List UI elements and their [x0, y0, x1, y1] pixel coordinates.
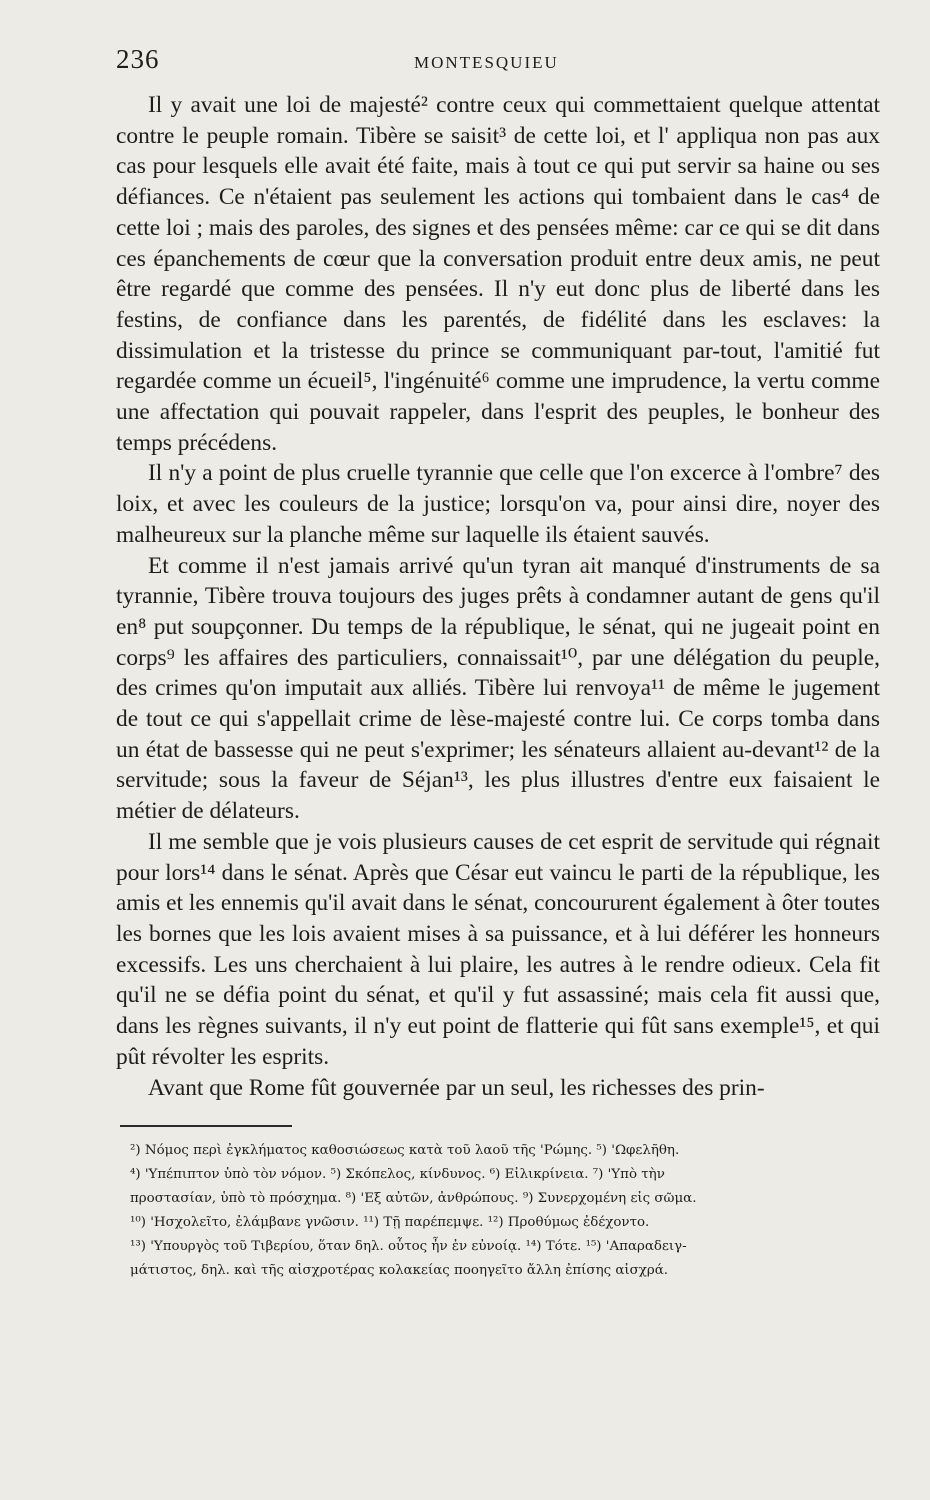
page-header: [116, 44, 880, 88]
paragraph: Avant que Rome fût gouvernée par un seul, les richesses des prin-: [148, 1074, 765, 1101]
footnote-line: ¹³) 'Υπουργὸς τοῦ Τιβερίου, ὅταν δηλ. οὗτος ἦν ἐν εὐνοίᾳ. ¹⁴) Τότε. ¹⁵) 'Απαραδειγ-: [130, 1239, 687, 1255]
paragraph: Il y avait une loi de majesté² contre ceux qui commettaient quelque attentat contre le peuple romain. Tibère se saisit³ de cette loi, et l' appliqua non pas aux cas pour lesquels elle avait été faite, mais à tout ce qui put servir sa haine ou ses défiances. Ce n'étaient pas seulement les actions qui tombaient dans le cas⁴ de cette loi ; mais des paroles, des signes et des pensées même: car ce qui se dit dans ces épanchements de cœur que la conversation produit entre deux amis, ne peut être regardé que comme des pensées. Il n'y eut donc plus de liberté dans les festins, de confiance dans les parentés, de fidélité dans les esclaves: la dissimulation et la tristesse du prince se communiquant par-tout, l'amitié fut regardée comme un écueil⁵, l'ingénuité⁶ comme une imprudence, la vertu comme une affectation qui pouvait rappeler, dans l'esprit des peuples, le bonheur des temps précédens.: [116, 92, 880, 456]
paragraph: Il n'y a point de plus cruelle tyrannie que celle que l'on excerce à l'ombre⁷ des loix, et avec les couleurs de la justice; lorsqu'on va, pour ainsi dire, noyer des malheureux sur la planche même sur laquelle ils étaient sauvés.: [116, 460, 880, 548]
footnotes: [116, 1139, 880, 1283]
footnote-line: προστασίαν, ὑπὸ τὸ πρόσχημα. ⁸) 'Εξ αὐτῶν, ἀνθρώπους. ⁹) Συνερχομένη εἰς σῶμα.: [130, 1191, 697, 1207]
body-text: [116, 90, 880, 1103]
running-head: MONTESQUIEU: [414, 53, 559, 72]
footnote-line: ⁴) 'Υπέπιπτον ὑπὸ τὸν νόμον. ⁵) Σκόπελος, κίνδυνος. ⁶) Εἰλικρίνεια. ⁷) 'Υπὸ τὴν: [130, 1167, 665, 1183]
footnote-line: ¹⁰) 'Ησχολεῖτο, ἐλάμβανε γνῶσιν. ¹¹) Τῇ παρέπεμψε. ¹²) Προθύμως ἐδέχοντο.: [130, 1215, 650, 1231]
paragraph: Et comme il n'est jamais arrivé qu'un tyran ait manqué d'instruments de sa tyrannie, Tibère trouva toujours des juges prêts à condamner autant de gens qu'il en⁸ put soupçonner. Du temps de la république, le sénat, qui ne jugeait point en corps⁹ les affaires des particuliers, connaissait¹⁰, par une délégation du peuple, des crimes qu'on imputait aux alliés. Tibère lui renvoya¹¹ de même le jugement de tout ce qui s'appellait crime de lèse-majesté contre lui. Ce corps tomba dans un état de bassesse qui ne peut s'exprimer; les sénateurs allaient au-devant¹² de la servitude; sous la faveur de Séjan¹³, les plus illustres d'entre eux faisaient le métier de délateurs.: [116, 552, 880, 825]
footnote-divider: [120, 1125, 292, 1127]
page-number: 236: [116, 44, 160, 74]
footnote-line: μάτιστος, δηλ. καὶ τῆς αἰσχροτέρας κολακείας ποοηγεῖτο ἄλλη ἐπίσης αἰσχρά.: [130, 1263, 669, 1279]
footnote-line: ²) Νόμος περὶ ἐγκλήματος καθοσιώσεως κατὰ τοῦ λαοῦ τῆς 'Ρώμης. ⁵) 'Ωφελῆθη.: [130, 1143, 680, 1159]
paragraph: Il me semble que je vois plusieurs causes de cet esprit de servitude qui régnait pour lors¹⁴ dans le sénat. Après que César eut vaincu le parti de la république, les amis et les ennemis qu'il avait dans le sénat, concoururent également à ôter toutes les bornes que les lois avaient mises à sa puissance, et à lui déférer les honneurs excessifs. Les uns cherchaient à lui plaire, les autres à le rendre odieux. Cela fit qu'il ne se défia point du sénat, et qu'il y fut assassiné; mais cela fit aussi que, dans les règnes suivants, il n'y eut point de flatterie qui fût sans exemple¹⁵, et qui pût révolter les esprits.: [116, 828, 880, 1070]
